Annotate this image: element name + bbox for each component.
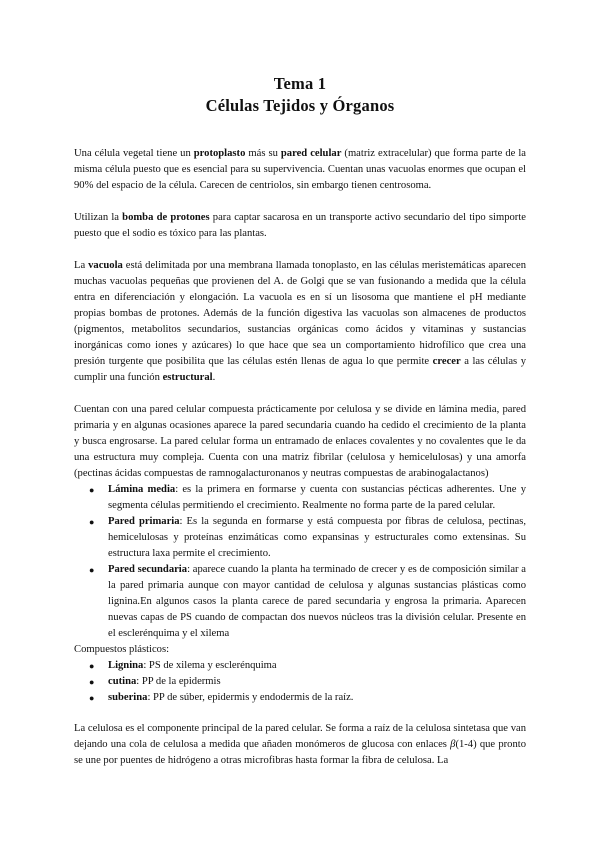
paragraph-proton-pump (74, 210, 526, 242)
list-item-term: Pared primaria (108, 516, 180, 527)
list-item-text: : es la primera en formarse y cuenta con sustancias pécticas adherentes. Une y segmenta células permitiendo el crecimiento. Realmente no forma parte de la pared celular. (108, 484, 526, 511)
list-item-text: : aparece cuando la planta ha terminado de crecer y es de composición similar a la pared primaria aunque con mayor cantidad de celulosa y algunas sustancias plásticas como lignina.En algunos casos la planta carece de pared secundaria y engrosa la primaria. Aparecen nuevas capas de PS cuando de compactan dos nuevos núcleos tras la división celular. Presente en el esclerénquima y el xilema (108, 564, 527, 639)
compounds-list (74, 658, 526, 706)
bold-term-estructural: estructural (162, 372, 213, 383)
compounds-heading: Compuestos plásticos: (74, 644, 170, 655)
paragraph-protoplast (74, 146, 526, 194)
bold-term-protoplasto: protoplasto (193, 148, 246, 159)
text-run: (1-4) que pronto se une por puentes de hidrógeno a otras microfibras hasta formar la fibra de celulosa. La (74, 739, 526, 766)
list-item-term: Lignina (108, 660, 144, 671)
paragraph-cell-wall: Cuentan con una pared celular compuesta prácticamente por celulosa y se divide en lámina media, pared primaria y en algunas ocasiones aparece la pared secundaria cuando ha cedido el crecimiento de la planta y busca engrosarse. La pared celular forma un entramado de enlaces covalentes y no covalentes que le da una estructura muy compleja. Cuenta con una matriz fibrilar (celulosa y hemicelulosas) y una amorfa (pectinas ácidas compuestas de ramnogalacturonanos y neutras compuestas de arabinogalactanos) (74, 404, 526, 479)
bold-term-vacuola: vacuola (88, 260, 123, 271)
beta-symbol: β (450, 739, 456, 750)
paragraph-vacuole (74, 258, 526, 386)
list-item-text: : PP de súber, epidermis y endodermis de la raíz. (147, 692, 354, 703)
section-cell-wall (74, 402, 526, 706)
paragraph-cellulose (74, 721, 526, 769)
document-title: Tema 1 (273, 74, 327, 93)
text-run: (matriz extracelular) que forma parte de la misma célula puesto que es esencial para su supervivencia. Cuentan unas vacuolas enormes que ocupan el 90% del espacio de la célula. Carecen de centriolos, sin embargo tienen centrosoma. (74, 148, 526, 191)
list-item (74, 658, 526, 674)
cell-wall-list (74, 482, 526, 642)
list-item-term: Lámina media (108, 484, 176, 495)
bold-term-crecer: crecer (432, 356, 461, 367)
list-item (74, 674, 526, 690)
list-item (74, 562, 526, 642)
text-run: . (212, 372, 216, 383)
text-run: Utilizan la (74, 212, 123, 223)
document-subtitle: Células Tejidos y Órganos (205, 96, 395, 115)
text-run: Una célula vegetal tiene un (74, 148, 194, 159)
text-run: para captar sacarosa en un transporte activo secundario del tipo simporte puesto que el sodio es tóxico para las plantas. (74, 212, 526, 239)
list-item (74, 690, 526, 706)
list-item (74, 482, 526, 514)
list-item-text: : PP de la epidermis (136, 676, 221, 687)
list-item-text: : Es la segunda en formarse y está compuesta por fibras de celulosa, pectinas, hemicelulosas y proteínas enzimáticas como expansinas y estructurales como extensinas. Su estructura laxa permite el crecimiento. (108, 516, 526, 559)
text-run: La celulosa es el componente principal de la pared celular. Se forma a raíz de la celulosa sintetasa que van dejando una cola de celulosa a medida que añaden monómeros de glucosa con enlaces (74, 723, 526, 750)
text-run: La (74, 260, 89, 271)
bold-term-bomba-de-protones: bomba de protones (122, 212, 210, 223)
list-item (74, 514, 526, 562)
title-block (0, 73, 600, 117)
list-item-term: suberina (108, 692, 148, 703)
list-item-text: : PS de xilema y esclerénquima (143, 660, 277, 671)
list-item-term: Pared secundaria (108, 564, 188, 575)
list-item-term: cutina (108, 676, 137, 687)
text-run: a las células y cumplir una función (74, 356, 526, 383)
bold-term-pared-celular: pared celular (280, 148, 342, 159)
text-run: está delimitada por una membrana llamada tonoplasto, en las células meristemáticas aparecen muchas vacuolas pequeñas que provienen del A. de Golgi que se van fusionando a medida que la célula entra en diferenciación y elongación. La vacuola es en sí un lisosoma que mantiene el pH mediante propias bombas de protones. Además de la función digestiva las vacuolas son almacenes de productos (pigmentos, metabolitos secundarios, sustancias orgánicas como ácidos y vitaminas y sustancias inorgánicas como iones y azúcares) lo que hace que sea un comportamiento hidrofílico que crea una presión turgente que posibilita que las células estén llenas de agua lo que permite (74, 260, 526, 367)
text-run: más su (245, 148, 281, 159)
